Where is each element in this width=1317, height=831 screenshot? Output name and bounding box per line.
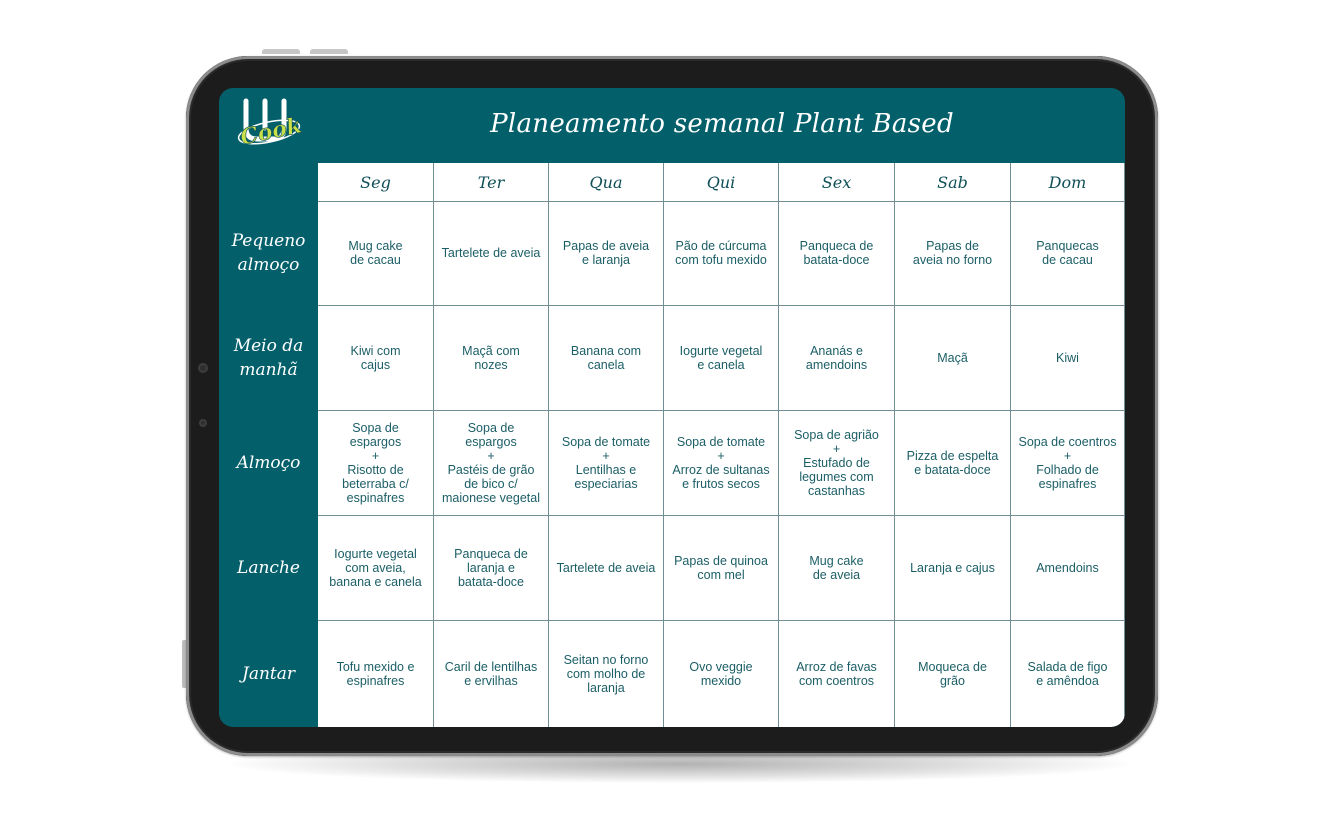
meal-text: Ovo veggie mexido xyxy=(689,659,753,688)
cook-logo-icon xyxy=(235,98,305,154)
table-cell xyxy=(318,305,434,410)
meal-text: Pão de cúrcuma com tofu mexido xyxy=(675,239,767,267)
screen xyxy=(219,88,1125,727)
meal-text: Kiwi xyxy=(1056,350,1079,365)
meal-label: Almoço xyxy=(236,452,301,473)
camera-icon xyxy=(198,363,208,373)
meal-label: Meio da manhã xyxy=(233,335,304,380)
meal-text: Sopa de espargos + Risotto de beterraba c/ espinafres xyxy=(342,420,409,505)
meal-text: Banana com canela xyxy=(570,343,642,372)
table-cell xyxy=(434,410,549,515)
meal-text: Mug cake de cacau xyxy=(348,239,403,267)
meal-label: Jantar xyxy=(242,663,295,684)
meal-text: Seitan no forno com molho de laranja xyxy=(563,652,649,695)
meal-text: Kiwi com cajus xyxy=(350,343,401,372)
table-cell xyxy=(318,201,434,305)
meal-text: Iogurte vegetal e canela xyxy=(679,343,763,372)
day-header-sex: Sex xyxy=(779,163,895,201)
table-cell xyxy=(895,201,1011,305)
table-cell xyxy=(664,620,779,727)
day-header-qua: Qua xyxy=(549,163,664,201)
table-cell xyxy=(434,620,549,727)
meal-label: Lanche xyxy=(237,557,300,578)
meal-text: Sopa de espargos + Pastéis de grão de bico c/ maionese vegetal xyxy=(442,420,540,505)
table-cell xyxy=(664,515,779,620)
day-header-dom: Dom xyxy=(1011,163,1125,201)
table-cell xyxy=(779,410,895,515)
volume-button-top xyxy=(262,49,300,54)
table-cell xyxy=(318,410,434,515)
meal-text: Papas de aveia e laranja xyxy=(562,239,650,267)
table-cell xyxy=(895,620,1011,727)
meal-text: Panquecas de cacau xyxy=(1036,239,1099,267)
meal-text: Arroz de favas com coentros xyxy=(796,659,877,688)
table-cell xyxy=(434,515,549,620)
table-cell xyxy=(318,620,434,727)
table-cell xyxy=(664,201,779,305)
meal-text: Sopa de agrião + Estufado de legumes com castanhas xyxy=(794,427,879,498)
table-cell xyxy=(434,201,549,305)
meal-text: Caril de lentilhas e ervilhas xyxy=(444,659,538,688)
meal-text: Laranja e cajus xyxy=(910,560,995,575)
sensor-icon xyxy=(199,419,207,427)
day-header-ter: Ter xyxy=(434,163,549,201)
table-cell xyxy=(664,305,779,410)
day-header-seg: Seg xyxy=(318,163,434,201)
table-cell xyxy=(1011,410,1125,515)
meal-text: Tartelete de aveia xyxy=(441,246,541,260)
table-cell xyxy=(549,515,664,620)
day-header-qui: Qui xyxy=(664,163,779,201)
table-cell xyxy=(549,620,664,727)
table-cell xyxy=(895,410,1011,515)
table-cell xyxy=(779,201,895,305)
table-cell xyxy=(1011,620,1125,727)
meal-text: Tofu mexido e espinafres xyxy=(336,659,415,688)
meal-text: Tartelete de aveia xyxy=(556,560,656,575)
table-cell xyxy=(895,515,1011,620)
table-cell xyxy=(664,410,779,515)
meal-text: Iogurte vegetal com aveia, banana e canela xyxy=(329,546,422,589)
table-cell xyxy=(549,305,664,410)
table-cell xyxy=(318,515,434,620)
power-button-top xyxy=(310,49,348,54)
meal-text: Pizza de espelta e batata-doce xyxy=(906,448,999,477)
table-cell xyxy=(549,410,664,515)
meal-text: Maçã xyxy=(937,350,968,365)
meal-text: Sopa de coentros + Folhado de espinafres xyxy=(1018,434,1117,491)
meal-text: Panqueca de laranja e batata-doce xyxy=(454,546,528,589)
meal-text: Moqueca de grão xyxy=(918,659,987,688)
table-cell xyxy=(779,620,895,727)
meal-text: Maçã com nozes xyxy=(462,343,520,372)
meal-text: Papas de aveia no forno xyxy=(912,239,993,267)
table-cell xyxy=(779,515,895,620)
table-cell xyxy=(1011,201,1125,305)
table-cell xyxy=(1011,515,1125,620)
weekly-plan-table xyxy=(318,163,1125,727)
meal-text: Amendoins xyxy=(1036,560,1099,575)
logo-text: Cook xyxy=(237,112,305,151)
meal-text: Sopa de tomate + Lentilhas e especiarias xyxy=(561,434,651,491)
table-cell xyxy=(434,305,549,410)
table-cell xyxy=(1011,305,1125,410)
meal-text: Sopa de tomate + Arroz de sultanas e frutos secos xyxy=(672,434,770,491)
table-cell xyxy=(549,201,664,305)
table-cell xyxy=(895,305,1011,410)
table-cell xyxy=(779,305,895,410)
day-header-sab: Sab xyxy=(895,163,1011,201)
meal-text: Mug cake de aveia xyxy=(809,553,864,582)
meal-text: Salada de figo e amêndoa xyxy=(1027,659,1108,688)
meal-text: Panqueca de batata-doce xyxy=(799,239,874,267)
meal-text: Papas de quinoa com mel xyxy=(674,553,768,582)
meal-text: Ananás e amendoins xyxy=(805,343,868,372)
meal-label: Pequeno almoço xyxy=(231,231,306,275)
page-title: Planeamento semanal Plant Based xyxy=(490,109,954,139)
